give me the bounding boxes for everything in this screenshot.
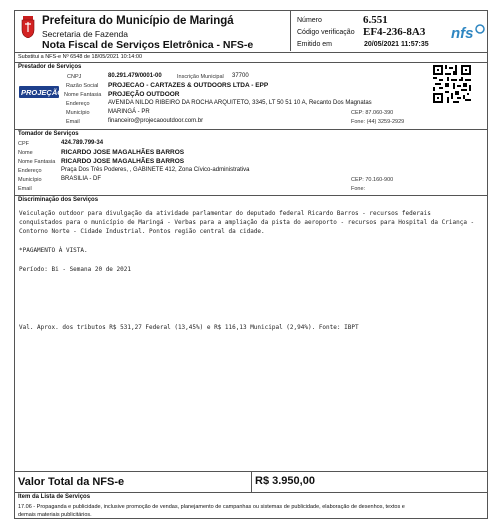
tomador-fone-label: Fone:	[351, 186, 366, 192]
prestador-section-title: Prestador de Serviços	[18, 64, 82, 70]
svg-text:nfs: nfs	[451, 25, 474, 42]
item-line-2: demais materiais publicitários.	[18, 512, 92, 518]
projecao-logo	[19, 86, 64, 98]
im-label: Inscrição Municipal	[177, 74, 224, 80]
substitute-line: Substitui a NFS-e Nº 6548 de 18/05/2021 10:14:00	[18, 54, 143, 60]
discriminacao-line-4: *PAGAMENTO À VISTA.	[19, 247, 88, 254]
tomador-email-label: Email	[18, 186, 32, 192]
discriminacao-line-1: Veiculação outdoor para divulgação da atividade parlamentar do deputado federal Ricardo Barros - recursos federais	[19, 210, 431, 217]
cnpj-value: 80.291.479/0001-00	[108, 73, 162, 79]
email-label: Email	[66, 119, 80, 125]
cpf-label: CPF	[18, 141, 29, 147]
document-title: Nota Fiscal de Serviços Eletrônica - NFS-e	[42, 39, 254, 51]
nfs-logo	[449, 21, 485, 45]
prefeitura-title: Prefeitura do Município de Maringá	[42, 15, 234, 27]
secretaria-text: Secretaria de Fazenda	[42, 29, 128, 39]
codigo-label: Código verificação	[297, 29, 355, 36]
nome-label: Nome	[18, 150, 33, 156]
im-value: 37700	[232, 73, 249, 79]
fantasia-label: Nome Fantasia	[64, 92, 102, 98]
municipio-label: Município	[66, 110, 90, 116]
numero-value: 6.551	[363, 14, 388, 26]
total-label: Valor Total da NFS-e	[18, 476, 125, 488]
cpf-value: 424.789.799-34	[61, 140, 104, 146]
projecao-logo-text: PROJEÇÃO	[21, 87, 64, 97]
nome-value: RICARDO JOSE MAGALHÃES BARROS	[61, 149, 185, 156]
tomador-endereco-label: Endereço	[18, 168, 42, 174]
numero-label: Número	[297, 17, 322, 24]
municipal-coat-of-arms	[21, 16, 35, 38]
item-section-title: Item da Lista de Serviços	[18, 494, 91, 500]
total-value: R$ 3.950,00	[255, 475, 315, 487]
tomador-endereco-value: Praça Dos Três Poderes, , GABINETE 412, Zona Cívico-administrativa	[61, 167, 250, 173]
cnpj-label: CNPJ	[67, 74, 82, 80]
nfse-document	[14, 10, 488, 519]
discriminacao-line-6: Val. Aprox. dos tributos R$ 531,27 Federal (13,45%) e R$ 116,13 Municipal (2,94%). Fonte: IBPT	[19, 324, 359, 331]
qr-code	[433, 65, 471, 103]
tomador-section-title: Tomador de Serviços	[18, 131, 79, 137]
fantasia-value: PROJEÇÃO OUTDOOR	[108, 91, 180, 98]
razao-value: PROJECAO - CARTAZES & OUTDOORS LTDA - EPP	[108, 82, 269, 89]
endereco-label: Endereço	[66, 101, 90, 107]
email-value: financeiro@projecaooutdoor.com.br	[108, 118, 204, 124]
tomador-municipio-value: BRASILIA - DF	[61, 176, 102, 182]
emitido-label: Emitido em	[297, 41, 333, 48]
codigo-value: EF4-236-8A3	[363, 26, 426, 38]
item-line-1: 17.06 - Propaganda e publicidade, inclusive promoção de vendas, planejamento de campanhas ou sistemas de publicidade, elaboração de desenhos, textos e	[18, 504, 405, 510]
fone-value: Fone: (44) 3259-2929	[351, 119, 405, 125]
municipio-value: MARINGÁ - PR	[108, 109, 150, 115]
emitido-value: 20/05/2021 11:57:35	[364, 41, 429, 48]
tomador-cep-value: CEP: 70.160-900	[351, 177, 394, 183]
endereco-value: AVENIDA NILDO RIBEIRO DA ROCHA ARQUITETO, 3345, LT 50 51 10 A, Recanto Dos Magnatas	[108, 100, 372, 106]
discriminacao-line-3: Contorno Norte - Cidade Industrial. Pontos região central da cidade.	[19, 228, 265, 235]
tomador-fantasia-value: RICARDO JOSE MAGALHÃES BARROS	[61, 158, 185, 165]
discriminacao-section-title: Discriminação dos Serviços	[18, 197, 99, 203]
tomador-municipio-label: Município	[18, 177, 42, 183]
razao-label: Razão Social	[66, 83, 99, 89]
cep-value: CEP: 87.060-390	[351, 110, 394, 116]
discriminacao-line-2: conquistados para o município de Maringá - Verbas para a ampliação da pista do aeroporto - recursos para Hospital da Criança -	[19, 219, 475, 226]
tomador-fantasia-label: Nome Fantasia	[18, 159, 56, 165]
discriminacao-line-5: Período: Bi - Semana 20 de 2021	[19, 266, 131, 273]
